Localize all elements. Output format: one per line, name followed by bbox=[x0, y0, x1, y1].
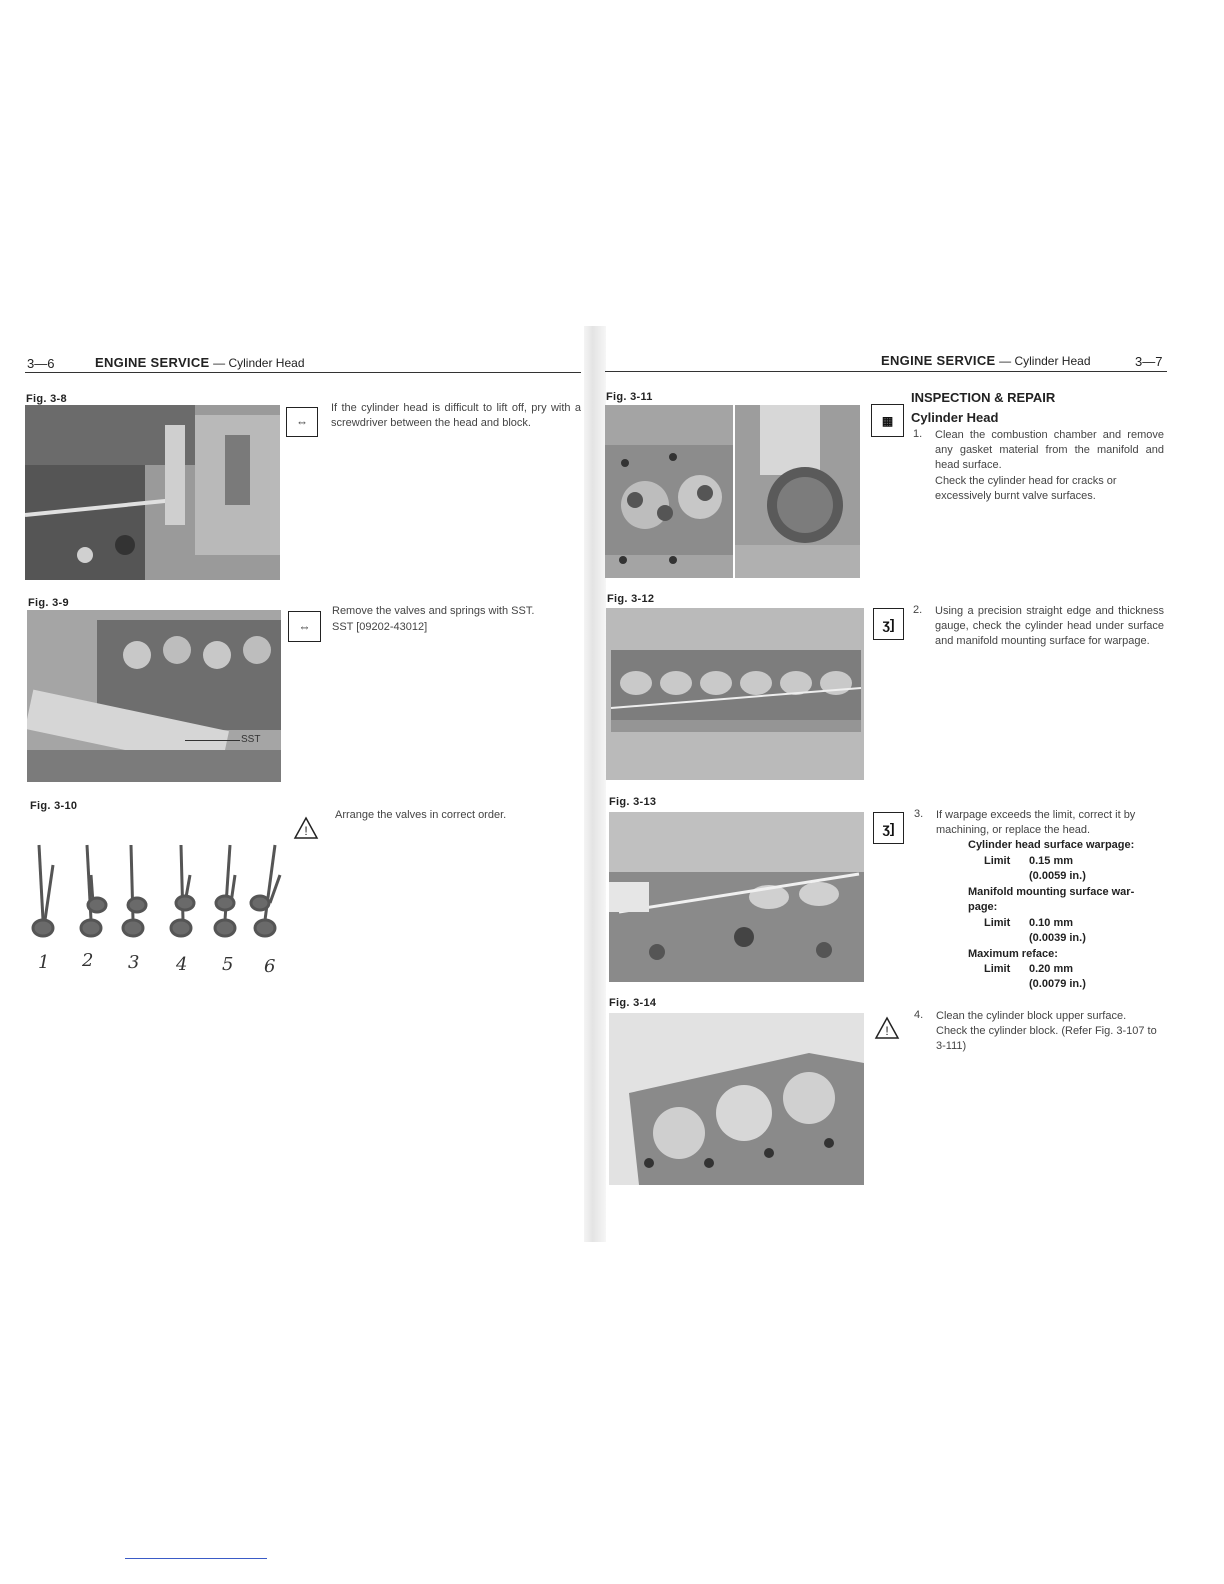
step-3-text: If warpage exceeds the limit, correct it by machining, or replace the head. bbox=[936, 809, 1136, 836]
bottom-link-underline bbox=[125, 1558, 267, 1559]
spec-manifold-limit-mm: 0.10 mm bbox=[1029, 917, 1074, 929]
left-page-header bbox=[95, 355, 305, 370]
fig-3-9-label: Fig. 3-9 bbox=[28, 597, 69, 609]
spec-reface-limit-in: (0.0079 in.) bbox=[1029, 978, 1086, 990]
spec-reface-limit-mm: 0.20 mm bbox=[1029, 963, 1074, 975]
brush-clean-icon: ▦ bbox=[871, 404, 904, 437]
fig-3-8-photo bbox=[25, 405, 280, 580]
spec-reface-limit-label: Limit bbox=[984, 963, 1011, 975]
step-2-number: 2. bbox=[913, 604, 923, 616]
svg-text:!: ! bbox=[885, 1024, 889, 1038]
right-page-number: 3—7 bbox=[1135, 354, 1163, 369]
section-title: INSPECTION & REPAIR bbox=[911, 390, 1056, 405]
caution-triangle-icon bbox=[293, 816, 319, 845]
measure-gauge-icon: ʒ] bbox=[873, 812, 904, 844]
fig-3-11-photo-left bbox=[605, 405, 733, 578]
valve-number-4: 4 bbox=[176, 954, 188, 975]
spec-manifold-limit-label: Limit bbox=[984, 917, 1011, 929]
spec-manifold-limit-in: (0.0039 in.) bbox=[1029, 932, 1086, 944]
fig-3-9-text-line2: SST [09202-43012] bbox=[332, 621, 428, 633]
sst-callout-label: SST bbox=[241, 734, 261, 745]
fig-3-14-label: Fig. 3-14 bbox=[609, 997, 657, 1009]
left-header-subtitle: — Cylinder Head bbox=[213, 356, 305, 370]
valve-number-5: 5 bbox=[222, 954, 234, 975]
spec-head-warpage-title: Cylinder head surface warpage: bbox=[968, 839, 1135, 851]
step-1-number: 1. bbox=[913, 428, 923, 440]
fig-3-12-photo bbox=[606, 608, 864, 780]
measure-gauge-icon: ʒ] bbox=[873, 608, 904, 640]
fig-3-9-text-line1: Remove the valves and springs with SST. bbox=[332, 605, 535, 617]
fig-3-13-label: Fig. 3-13 bbox=[609, 796, 657, 808]
right-page-header bbox=[881, 353, 1091, 368]
fig-3-9-photo bbox=[27, 610, 281, 782]
fig-3-10-valves-illustration bbox=[25, 835, 290, 950]
subsection-title: Cylinder Head bbox=[911, 410, 999, 425]
step-3-number: 3. bbox=[914, 808, 924, 820]
spec-head-limit-mm: 0.15 mm bbox=[1029, 855, 1074, 867]
fig-3-14-photo bbox=[609, 1013, 864, 1185]
spec-head-limit-label: Limit bbox=[984, 855, 1011, 867]
caution-triangle-icon bbox=[874, 1016, 900, 1045]
fig-3-11-photo-right bbox=[735, 405, 860, 578]
left-page-number: 3—6 bbox=[27, 356, 55, 371]
left-header-rule bbox=[25, 372, 581, 373]
valve-number-1: 1 bbox=[38, 952, 50, 973]
right-header-subtitle: — Cylinder Head bbox=[999, 354, 1091, 368]
remove-arrows-icon: ⇔ bbox=[288, 611, 321, 642]
spec-manifold-title-2: page: bbox=[968, 901, 998, 913]
step-1-text-2: Check the cylinder head for cracks or excessively burnt valve surfaces. bbox=[935, 475, 1117, 502]
fig-3-10-label: Fig. 3-10 bbox=[30, 800, 78, 812]
step-4-text-2: Check the cylinder block. (Refer Fig. 3-107 to 3-111) bbox=[936, 1025, 1157, 1052]
fig-3-8-text: If the cylinder head is difficult to lift off, pry with a screwdriver between the head and block. bbox=[331, 402, 581, 429]
spec-reface-title: Maximum reface: bbox=[968, 948, 1058, 960]
valve-number-2: 2 bbox=[82, 950, 94, 971]
right-header-title: ENGINE SERVICE bbox=[881, 353, 996, 368]
fig-3-13-photo bbox=[609, 812, 864, 982]
step-1-text: Clean the combustion chamber and remove any gasket material from the manifold and head surface. bbox=[935, 429, 1164, 471]
sst-callout-line bbox=[185, 740, 240, 741]
step-4-number: 4. bbox=[914, 1009, 924, 1021]
left-header-title: ENGINE SERVICE bbox=[95, 355, 210, 370]
step-4-text: Clean the cylinder block upper surface. bbox=[936, 1010, 1127, 1022]
valve-number-6: 6 bbox=[264, 956, 276, 977]
spec-head-limit-in: (0.0059 in.) bbox=[1029, 870, 1086, 882]
fig-3-12-label: Fig. 3-12 bbox=[607, 593, 655, 605]
svg-text:!: ! bbox=[304, 824, 308, 838]
page-gutter bbox=[584, 326, 606, 1242]
valve-number-3: 3 bbox=[128, 952, 140, 973]
spec-manifold-title-1: Manifold mounting surface war- bbox=[968, 886, 1135, 898]
fig-3-10-text: Arrange the valves in correct order. bbox=[335, 809, 507, 821]
right-header-rule bbox=[605, 371, 1167, 372]
fig-3-11-label: Fig. 3-11 bbox=[606, 391, 653, 403]
step-2-text: Using a precision straight edge and thickness gauge, check the cylinder head under surface and manifold mounting surface for warpage. bbox=[935, 605, 1164, 647]
fig-3-8-label: Fig. 3-8 bbox=[26, 393, 67, 405]
remove-arrows-icon: ⇔ bbox=[286, 407, 318, 437]
